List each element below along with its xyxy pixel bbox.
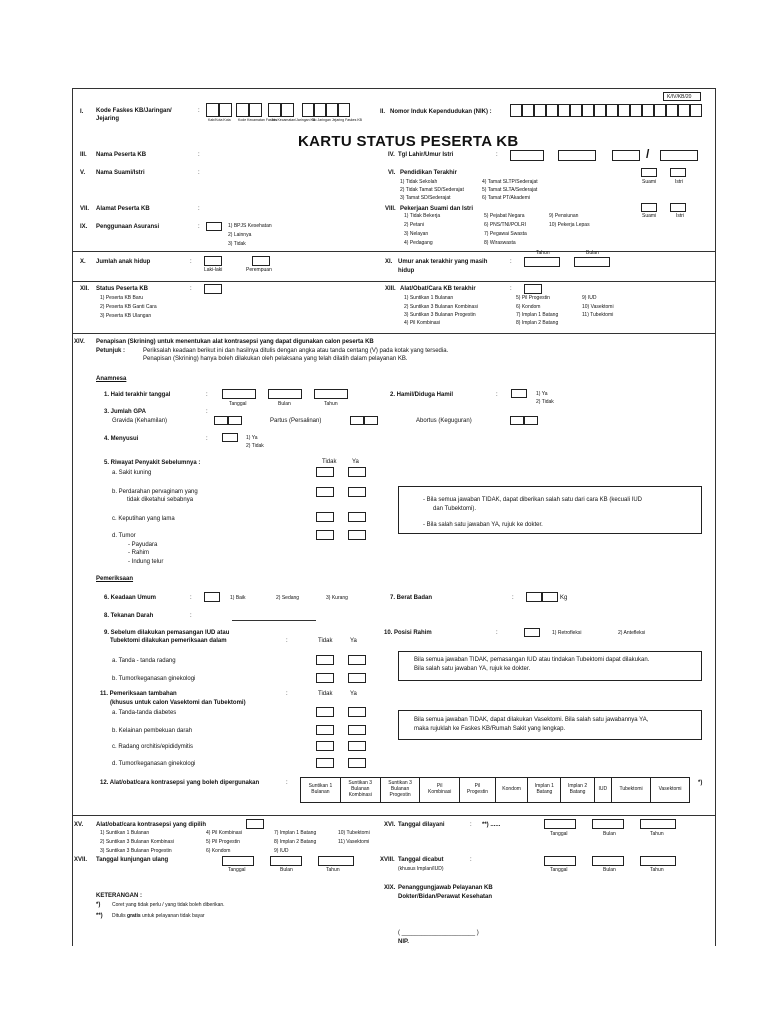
- umur-anak-tahun[interactable]: [524, 257, 560, 267]
- method-cell[interactable]: Implan 1 Batang: [528, 778, 561, 803]
- digit-box[interactable]: [618, 104, 630, 117]
- digit-box[interactable]: [678, 104, 690, 117]
- digit-box[interactable]: [326, 103, 338, 117]
- method-cell[interactable]: Pil Kombinasi: [420, 778, 459, 803]
- digit-box[interactable]: [338, 103, 350, 117]
- abortus-box[interactable]: [510, 416, 524, 425]
- tanda-radang-ya[interactable]: [348, 655, 366, 665]
- perdarahan-tidak[interactable]: [316, 487, 334, 497]
- haid-tanggal[interactable]: [222, 389, 256, 399]
- orchitis-tidak[interactable]: [316, 741, 334, 751]
- digit-box[interactable]: [666, 104, 678, 117]
- method-cell[interactable]: Suntikan 1 Bulanan: [301, 778, 341, 803]
- tanda-radang-tidak[interactable]: [316, 655, 334, 665]
- right-border: [715, 88, 716, 946]
- asuransi-box[interactable]: [206, 222, 222, 231]
- digit-box[interactable]: [690, 104, 702, 117]
- dilayani-bulan[interactable]: [592, 819, 624, 829]
- status-peserta-label: Status Peserta KB: [96, 286, 149, 292]
- tekanan-darah-line[interactable]: [232, 620, 316, 621]
- dicabut-bulan[interactable]: [592, 856, 624, 866]
- top-border: [72, 88, 715, 89]
- digit-box[interactable]: [534, 104, 546, 117]
- pembekuan-ya[interactable]: [348, 725, 366, 735]
- alat-terakhir-label: Alat/Obat/Cara KB terakhir: [400, 286, 476, 292]
- left-border: [72, 88, 73, 946]
- method-cell[interactable]: Suntikan 3 Bulanan Kombinasi: [340, 778, 380, 803]
- sakit-kuning-ya[interactable]: [348, 467, 366, 477]
- note-box: [398, 710, 702, 740]
- abortus-box[interactable]: [524, 416, 538, 425]
- pembekuan-tidak[interactable]: [316, 725, 334, 735]
- hamil-box[interactable]: [511, 389, 527, 398]
- digit-box[interactable]: [522, 104, 534, 117]
- gravida-box[interactable]: [228, 416, 242, 425]
- alat-dipilih-label: Alat/obat/cara kontrasepsi yang dipilih: [96, 822, 207, 828]
- dilayani-tanggal[interactable]: [544, 819, 576, 829]
- keputihan-ya[interactable]: [348, 512, 366, 522]
- haid-tahun[interactable]: [314, 389, 348, 399]
- tgl-lahir-month[interactable]: [558, 150, 596, 161]
- anak-perempuan-box[interactable]: [252, 256, 270, 266]
- digit-box[interactable]: [630, 104, 642, 117]
- digit-box[interactable]: [219, 103, 232, 117]
- method-cell[interactable]: Tubektomi: [612, 778, 651, 803]
- digit-box[interactable]: [206, 103, 219, 117]
- orchitis-ya[interactable]: [348, 741, 366, 751]
- keterangan-note: Ditulis gratis untuk pelayanan tidak bayar: [112, 913, 205, 919]
- tgl-lahir-year[interactable]: [612, 150, 640, 161]
- ulang-bulan[interactable]: [270, 856, 302, 866]
- section-pemeriksaan: Pemeriksaan: [96, 576, 134, 582]
- umur-istri[interactable]: [660, 150, 698, 161]
- keterangan-heading: KETERANGAN :: [96, 893, 142, 899]
- tgl-lahir-label: Tgl Lahir/Umur Istri: [398, 152, 454, 158]
- ulang-tanggal[interactable]: [222, 856, 254, 866]
- asuransi-label: Penggunaan Asuransi: [96, 224, 160, 230]
- umur-anak-label: Umur anak terakhir yang masih: [398, 259, 488, 265]
- digit-box[interactable]: [249, 103, 262, 117]
- status-peserta-box[interactable]: [204, 284, 222, 294]
- tgl-lahir-day[interactable]: [510, 150, 544, 161]
- digit-box[interactable]: [314, 103, 326, 117]
- diabetes-ya[interactable]: [348, 707, 366, 717]
- digit-box[interactable]: [268, 103, 281, 117]
- digit-box[interactable]: [302, 103, 314, 117]
- field-number: I.: [80, 109, 84, 115]
- method-cell[interactable]: Vasektomi: [651, 778, 690, 803]
- jumlah-anak-label: Jumlah anak hidup: [96, 259, 151, 265]
- method-cell[interactable]: Pil Progestin: [459, 778, 495, 803]
- field-label: Jejaring: [96, 116, 120, 122]
- alamat-label: Alamat Peserta KB: [96, 206, 150, 212]
- partus-box[interactable]: [350, 416, 364, 425]
- method-cell[interactable]: Kondom: [495, 778, 527, 803]
- digit-box[interactable]: [281, 103, 294, 117]
- berat-badan-box[interactable]: [542, 592, 558, 602]
- tumor-gin-ya[interactable]: [348, 673, 366, 683]
- method-cell[interactable]: Implan 2 Batang: [561, 778, 594, 803]
- partus-box[interactable]: [364, 416, 378, 425]
- nama-suami-label: Nama Suami/Istri: [96, 170, 145, 176]
- tanggal-dilayani-label: Tanggal dilayani: [398, 822, 445, 828]
- digit-box[interactable]: [606, 104, 618, 117]
- digit-box[interactable]: [510, 104, 522, 117]
- pendidikan-istri-box[interactable]: [670, 168, 686, 177]
- field-label: Kode Faskes KB/Jaringan/: [96, 108, 172, 114]
- menyusui-box[interactable]: [222, 433, 238, 442]
- form-title: KARTU STATUS PESERTA KB: [298, 133, 519, 150]
- dicabut-tahun[interactable]: [640, 856, 676, 866]
- ulang-tahun[interactable]: [318, 856, 354, 866]
- perdarahan-ya[interactable]: [348, 487, 366, 497]
- kunjungan-ulang-label: Tanggal kunjungan ulang: [96, 857, 169, 863]
- keadaan-umum-box[interactable]: [204, 592, 220, 602]
- tanggal-dicabut-label: Tanggal dicabut: [398, 857, 444, 863]
- signature-line[interactable]: ( ______________________ ): [398, 930, 479, 936]
- anak-laki-box[interactable]: [204, 256, 222, 266]
- digit-box[interactable]: [546, 104, 558, 117]
- divider: [72, 251, 715, 252]
- kartu-status-peserta-kb-form: K/IV/KB/20 I. Kode Faskes KB/Jaringan/ Jejaring : Kab/Kota Kota Kode Kecamatan Faskes No Kecamatan/Jaringan KB No Jaringan Jejaring Faskes KB II. Nomor Induk Kependudukan (NIK) : KARTU STATUS PESERTA KB III. Nama Peserta KB : IV. Tgl Lahir/Umur Istri : / V. Nama Suami/Istri : VI. Pendidikan Terakhir 1) Tidak Sekolah 2) Tidak Tamat SD/Sederajat 3) Tamat SD/Sederajat 4) Tamat SLTP/Sederajat 5) Tamat SLTA/Sederajat 6) Tamat PT/Akademi Suami Istri VII. Alamat Peserta KB : VIII. Pekerjaan Suami dan Istri 1) Tidak Bekerja 2) Petani 3) Nelayan 4) Pedagang 5) Pejabat Negara 6) PNS/TNI/POLRI 7) Pegawai Swasta 8) Wiraswasta 9) Pensiunan 10) Pekerja Lepas Suami Istri IX. Penggunaan Asuransi : 1) BPJS Kesehatan 2) Lainnya 3) Tidak X. Jumlah anak hidup : Laki-laki Perempuan XI. Umur anak terakhir yang masih hidup : Tahun Bulan XII. Status Peserta KB : 1) Peserta KB Baru 2) Peserta KB Ganti Cara 3) Peserta KB Ulangan XIII. Alat/Obat/Cara KB terakhir : 1) Suntikan 1 Bulanan 2) Suntikan 3 Bulanan Kombinasi 3) Suntikan 3 Bulanan Progestin 4) Pil Kombinasi 5) Pil Progestin 6) Kondom 7) Implan 1 Batang 8) Implan 2 Batang 9) IUD 10) Vasektomi 11) Tubektomi XIV. Penapisan (Skrining) untuk menentukan alat kontrasepsi yang dapat digunakan calon peserta KB Petunjuk : Periksalah keadaan berikut ini dan hasilnya ditulis dengan angka atau tanda centang (V) pada kotak yang tersedia. Penapisan (Skrining) hanya boleh dilakukan oleh pelaksana yang telah dilatih dalam pelayanan KB. Anamnesa 1. Haid terakhir tanggal : Tanggal Bulan Tahun 2. Hamil/Diduga Hamil : 1) Ya 2) Tidak 3. Jumlah GPA : Gravida (Kehamilan) Partus (Persalinan) Abortus (Keguguran) 4. Menyusui : 1) Ya 2) Tidak 5. Riwayat Penyakit Sebelumnya : Tidak Ya a. Sakit kuning b. Perdarahan pervaginam yang tidak diketahui sebabnya c. Keputihan yang lama d. Tumor - Payudara - Rahim - Indung telur - Bila semua jawaban TIDAK, dapat diberikan salah satu dari cara KB (kecuali IUD dan Tubektomi). - Bila salah satu jawaban YA, rujuk ke dokter. Pemeriksaan 6. Keadaan Umum : 1) Baik 2) Sedang 3) Kurang 7. Berat Badan : Kg 8. Tekanan Darah : 9. Sebelum dilakukan pemasangan IUD atau Tubektomi dilakukan pemeriksaan dalam : Tidak Ya a. Tanda - tanda radang b. Tumor/keganasan ginekologi 10. Posisi Rahim : 1) Retrofleksi 2) Antefleksi Bila semua jawaban TIDAK, pemasangan IUD atau tindakan Tubektomi dapat dilakukan. Bila salah satu jawaban YA, rujuk ke dokter. 11. Pemeriksaan tambahan (khusus untuk calon Vasektomi dan Tubektomi) : Tidak Ya a. Tanda-tanda diabetes b. Kelainan pembekuan darah c. Radang orchitis/epididymitis d. Tumor/keganasan ginekologi Bila semua jawaban TIDAK, dapat dilakukan Vasektomi. Bila salah satu jawabannya YA, maka rujuklah ke Faskes KB/Rumah Sakit yang lengkap. 12. Alat/obat/cara kontrasepsi yang boleh dipergunakan : Suntikan 1 Bulanan Suntikan 3 Bulanan Kombinasi Suntikan 3 Bulanan Progestin Pil Kombinasi Pil Progestin Kondom Implan 1 Batang Implan 2 Batang IUD Tubektomi Vasektomi *) XV. Alat/obat/cara kontrasepsi yang dipilih 1) Suntikan 1 Bulanan 2) Suntikan 3 Bulanan Kombinasi 3) Suntikan 3 Bulanan Progestin 4) Pil Kombinasi 5) Pil Progestin 6) Kondom 7) Implan 1 Batang 8) Implan 2 Batang 9) IUD 10) Tubektomi 11) Vasektomi XVI. Tanggal dilayani : **) ...... Tanggal Bulan Tahun XVII. Tanggal kunjungan ulang Tanggal Bulan Tahun XVIII. Tanggal dicabut (khusus Implan/IUD) : Tanggal Bulan Tahun KETERANGAN : *) Coret yang tidak perlu / yang tidak boleh diberikan. **) Ditulis gratis untuk pelayanan tidak bayar XIX. Penanggungjawab Pelayanan KB Dokter/Bidan/Perawat Kesehatan ( ______________________ ) NIP.: [0, 0, 768, 1024]
- digit-box[interactable]: [642, 104, 654, 117]
- tumor-gin2-ya[interactable]: [348, 758, 366, 768]
- digit-box[interactable]: [558, 104, 570, 117]
- alat-dipilih-box[interactable]: [246, 819, 264, 829]
- method-cell[interactable]: IUD: [594, 778, 611, 803]
- nip-label: NIP.: [398, 939, 409, 945]
- divider: [72, 815, 715, 816]
- umur-anak-bulan[interactable]: [574, 257, 610, 267]
- penapisan-label: Penapisan (Skrining) untuk menentukan alat kontrasepsi yang dapat digunakan calon peserta KB: [96, 339, 374, 345]
- pekerjaan-suami-box[interactable]: [641, 203, 657, 212]
- tumor-gin2-tidak[interactable]: [316, 758, 334, 768]
- gravida-box[interactable]: [214, 416, 228, 425]
- nama-peserta-label: Nama Peserta KB: [96, 152, 147, 158]
- section-anamnesa: Anamnesa: [96, 376, 127, 382]
- berat-badan-box[interactable]: [526, 592, 542, 602]
- nik-label: Nomor Induk Kependudukan (NIK) :: [390, 109, 492, 115]
- divider: [72, 281, 715, 282]
- posisi-rahim-box[interactable]: [524, 628, 540, 637]
- digit-box[interactable]: [594, 104, 606, 117]
- alat-terakhir-box[interactable]: [524, 284, 542, 294]
- tumor-ya[interactable]: [348, 530, 366, 540]
- method-cell[interactable]: Suntikan 3 Bulanan Progestin: [380, 778, 420, 803]
- tumor-tidak[interactable]: [316, 530, 334, 540]
- diabetes-tidak[interactable]: [316, 707, 334, 717]
- sakit-kuning-tidak[interactable]: [316, 467, 334, 477]
- keputihan-tidak[interactable]: [316, 512, 334, 522]
- pekerjaan-istri-box[interactable]: [670, 203, 686, 212]
- penanggungjawab-label: Penanggungjawab Pelayanan KB: [398, 885, 493, 891]
- divider: [72, 333, 715, 334]
- haid-bulan[interactable]: [268, 389, 302, 399]
- digit-box[interactable]: [582, 104, 594, 117]
- tumor-gin-tidak[interactable]: [316, 673, 334, 683]
- pendidikan-suami-box[interactable]: [641, 168, 657, 177]
- digit-box[interactable]: [570, 104, 582, 117]
- dicabut-tanggal[interactable]: [544, 856, 576, 866]
- form-code: K/IV/KB/20: [663, 92, 701, 101]
- kontrasepsi-table: [300, 777, 690, 803]
- digit-box[interactable]: [236, 103, 249, 117]
- digit-box[interactable]: [654, 104, 666, 117]
- dilayani-tahun[interactable]: [640, 819, 676, 829]
